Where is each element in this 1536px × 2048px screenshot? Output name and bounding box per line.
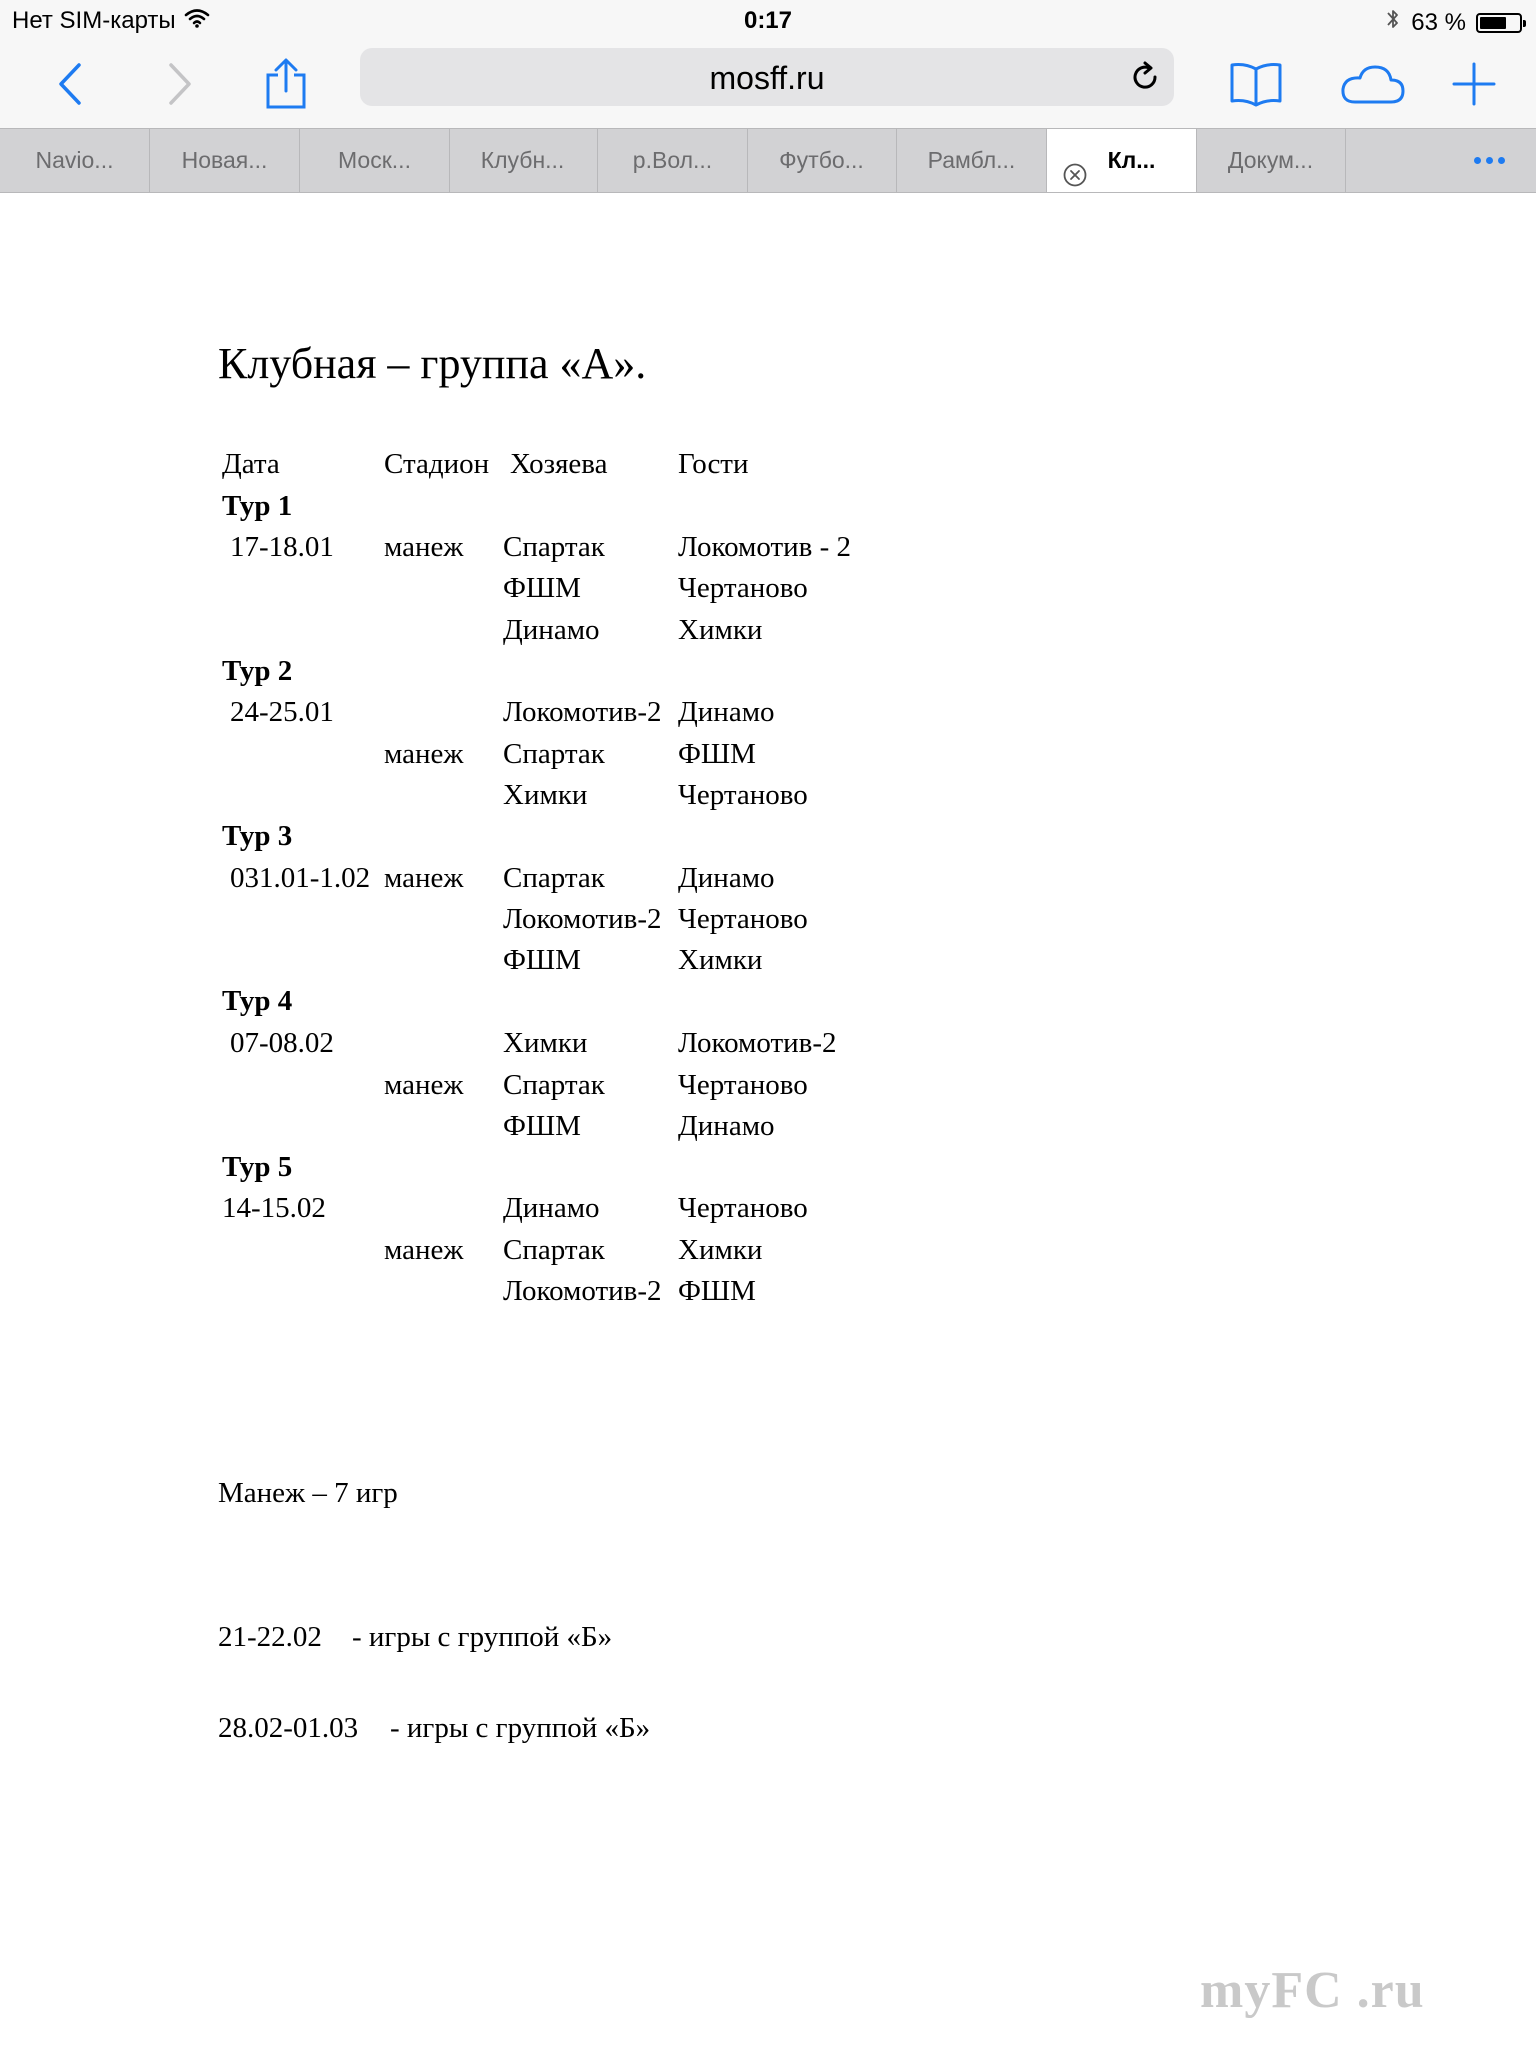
tab-4[interactable] — [598, 129, 748, 192]
note-date: 21-22.02 — [218, 1621, 322, 1653]
match-stadium: манеж — [384, 862, 464, 894]
book-icon — [1229, 61, 1283, 107]
match-home: Динамо — [503, 614, 600, 646]
round-date: 17-18.01 — [230, 531, 334, 563]
match-home: Локомотив-2 — [503, 696, 662, 728]
match-away: Химки — [678, 944, 763, 976]
tab-2[interactable] — [300, 129, 450, 192]
round-label: Тур 2 — [222, 655, 293, 687]
more-tabs-button[interactable] — [1466, 142, 1512, 178]
match-home: Локомотив-2 — [503, 1275, 662, 1307]
round-label: Тур 3 — [222, 820, 293, 852]
match-home: Спартак — [503, 738, 605, 770]
plus-icon — [1451, 61, 1497, 107]
close-circle-icon — [1063, 163, 1087, 187]
match-away: Химки — [678, 614, 763, 646]
page-title: Клубная – группа «А». — [218, 339, 647, 388]
tab-3[interactable] — [448, 129, 598, 192]
tab-label: Докум... — [1227, 147, 1314, 173]
tab-label: р.Вол... — [632, 147, 713, 173]
status-bar — [0, 0, 1536, 40]
match-away: ФШМ — [678, 1275, 756, 1307]
tab-label: Navio... — [35, 147, 114, 173]
tab-5[interactable] — [747, 129, 897, 192]
round-label: Тур 4 — [222, 985, 293, 1017]
match-away: Локомотив - 2 — [678, 531, 852, 563]
new-tab-button[interactable] — [1442, 52, 1506, 116]
tab-1[interactable] — [150, 129, 300, 192]
match-away: Химки — [678, 1234, 763, 1266]
round-label: Тур 1 — [222, 490, 293, 522]
tab-6[interactable] — [897, 129, 1047, 192]
match-away: Динамо — [678, 1110, 775, 1142]
tab-close-button[interactable] — [1063, 148, 1087, 172]
header-date: Дата — [222, 448, 280, 480]
status-time: 0:17 — [743, 7, 793, 34]
match-away: Чертаново — [678, 572, 808, 604]
tab-label: Кл... — [1107, 147, 1156, 173]
battery-percent: 63 % — [1411, 8, 1466, 36]
match-home: Локомотив-2 — [503, 903, 662, 935]
tab-label: Новая... — [181, 147, 268, 173]
match-home: Спартак — [503, 1234, 605, 1266]
round-date: 07-08.02 — [230, 1027, 334, 1059]
match-home: Динамо — [503, 1192, 600, 1224]
match-away: Локомотив-2 — [678, 1027, 837, 1059]
chevron-left-icon — [55, 61, 85, 107]
dot-icon — [1486, 157, 1493, 164]
match-away: Чертаново — [678, 779, 808, 811]
note-date: 28.02-01.03 — [218, 1712, 359, 1744]
note-text: - игры с группой «Б» — [352, 1621, 613, 1653]
status-right — [1385, 7, 1522, 38]
tab-label: Футбо... — [779, 147, 864, 173]
header-away: Гости — [678, 448, 749, 480]
round-label: Тур 5 — [222, 1151, 293, 1183]
header-stadium: Стадион — [384, 448, 490, 480]
match-home: Спартак — [503, 531, 605, 563]
summary-text: Манеж – 7 игр — [218, 1477, 398, 1509]
header-home: Хозяева — [510, 448, 608, 480]
match-home: Спартак — [503, 1069, 605, 1101]
carrier-label: Нет SIM-карты — [12, 7, 176, 34]
bluetooth-icon — [1385, 7, 1401, 38]
battery-icon — [1476, 13, 1522, 33]
match-away: Динамо — [678, 696, 775, 728]
match-home: Химки — [503, 779, 588, 811]
match-away: ФШМ — [678, 738, 756, 770]
match-away: Чертаново — [678, 1192, 808, 1224]
tab-label: Моск... — [338, 147, 411, 173]
dot-icon — [1498, 157, 1505, 164]
reload-button[interactable] — [1126, 58, 1164, 96]
forward-button[interactable] — [148, 52, 212, 116]
tab-label: Клубн... — [480, 147, 565, 173]
match-stadium: манеж — [384, 531, 464, 563]
tab-strip — [0, 128, 1536, 193]
match-away: Чертаново — [678, 1069, 808, 1101]
reload-icon — [1129, 61, 1161, 93]
document-page — [0, 193, 1536, 2048]
round-date: 031.01-1.02 — [230, 862, 371, 894]
share-button[interactable] — [254, 52, 318, 116]
url-text: mosff.ru — [709, 60, 825, 96]
dot-icon — [1474, 157, 1481, 164]
address-bar[interactable] — [360, 48, 1174, 106]
match-stadium: манеж — [384, 1069, 464, 1101]
tab-0[interactable] — [0, 129, 150, 192]
match-home: ФШМ — [503, 1110, 581, 1142]
tab-8[interactable] — [1196, 129, 1346, 192]
match-home: Спартак — [503, 862, 605, 894]
watermark-logo: myFC .ru — [1200, 1962, 1425, 2019]
match-home: ФШМ — [503, 572, 581, 604]
browser-toolbar — [0, 40, 1536, 128]
match-away: Чертаново — [678, 903, 808, 935]
round-date: 24-25.01 — [230, 696, 334, 728]
match-stadium: манеж — [384, 1234, 464, 1266]
back-button[interactable] — [38, 52, 102, 116]
tab-label: Рамбл... — [927, 147, 1016, 173]
note-text: - игры с группой «Б» — [390, 1712, 651, 1744]
match-stadium: манеж — [384, 738, 464, 770]
tab-7-active[interactable] — [1047, 129, 1197, 192]
icloud-tabs-button[interactable] — [1336, 52, 1408, 116]
match-home: Химки — [503, 1027, 588, 1059]
chevron-right-icon — [165, 61, 195, 107]
cloud-icon — [1337, 62, 1407, 106]
match-home: ФШМ — [503, 944, 581, 976]
match-away: Динамо — [678, 862, 775, 894]
share-icon — [264, 57, 308, 111]
round-date: 14-15.02 — [222, 1192, 326, 1224]
bookmarks-button[interactable] — [1224, 52, 1288, 116]
